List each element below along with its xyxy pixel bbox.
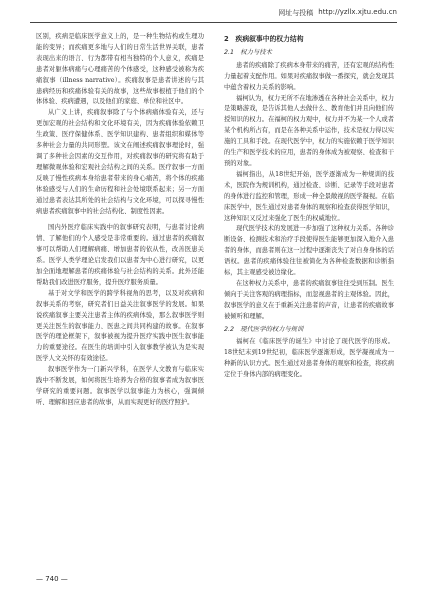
section-heading: 2 疾病叙事中的权力结构 — [224, 35, 304, 43]
body-paragraph: 福柯在《临床医学的诞生》中讨论了现代医学的形成。18世纪末到19世纪初，临床医学逐渐形成，医学凝视成为一种新的认识方式。医生通过对患者身体的观察和检查，将疾病定位于身体内部的病理变化。 — [224, 338, 395, 379]
body-paragraph: 福柯认为，权力无所不在地渗透在各种社会关系中，权力是策略游戏，是告诉其他人去做什么、教育他们并且向他们传授知识的权力。在福柯的权力观中，权力并不为某一个人或者某个机构所占有，而是在各种关系中运作，技术是权力得以实施的工具和手段。在现代医学中，权力的实施依赖于医学知识的生产和医学技术的应用，患者的身体成为被观察、检查和干预的对象。 — [224, 94, 395, 167]
right-column — [224, 32, 394, 381]
body-paragraph: 国内外医疗临床实践中的叙事研究表明，与患者讨论病情、了解他们的个人感受是非常重要的。通过患者的疾痛叙事可以帮助人们理解病痛、增加患者的依从性，改善医患关系。医学人类学理论启发我们以患者为中心进行研究，以更加全面地理解患者的疾痛体验与社会结构的关系。此外还能帮助我们改进医疗服务，提升医疗服务质量。 — [36, 224, 204, 286]
left-column — [36, 32, 204, 409]
page-number: — 740 — — [36, 575, 68, 583]
body-paragraph: 从广义上讲，疾痛叙事除了与个体病痛体验有关，还与更加宏观的社会结构和文化环境有关，因为疾痛体验依赖卫生政策、医疗保健体系、医学知识建构、患者组织和媒体等多种社会力量的共同形塑。该文在阐述疾痛叙事理论时，强调了多种社会因素的交互作用，对疾痛叙事的研究将有助于理解微观体验和宏观社会结构之间的关系。医疗叙事一方面反映了慢性疾病本身给患者带来的身心痛苦，将个体的疾痛体验感受与人们的生命历程和社会处境联系起来；另一方面通过患者表达其所处的社会结构与文化环境，可以探寻慢性病患者疾痛叙事中的社会结构化、制度性因素。 — [36, 109, 204, 215]
body-paragraph: 基于对文学和医学的跨学科视角的思考，以及对疾病和叙事关系的考察，研究者们日益关注叙事医学的发展。如果说疾痛叙事主要关注患者主体的疾病体验，那么叙事医学则更关注医生的叙事能力、医患之间共同构建的故事。在叙事医学的理论框架下，叙事被视为提升医疗实践中医生叙事能力的重要途径。在医生的培训中引入叙事教学被认为是实现医学人文关怀的有效途径。 — [36, 289, 204, 363]
header-journal-label: 网址与投稿 — [278, 9, 314, 17]
body-paragraph: 叙事医学作为一门新兴学科，在医学人文教育与临床实践中不断发展，如何将医生培养为合格的叙事者成为叙事医学研究的重要问题。叙事医学以叙事能力为核心，强调倾听、理解和回应患者的故事，从而实现更好的医疗照护。 — [36, 366, 204, 406]
header-rule — [30, 22, 397, 23]
body-paragraph: 福柯指出，从18世纪开始，医学逐渐成为一种规训的技术，医院作为规训机构，通过检查、诊断、记录等手段对患者的身体进行监控和管理，形成一种全景敞视的医学凝视。在临床医学中，医生通过对患者身体的观察和检查获得医学知识，这种知识又反过来强化了医生的权威地位。 — [224, 170, 395, 222]
running-header — [30, 8, 397, 22]
subsection-heading: 2.1 权力与技术 — [224, 48, 272, 56]
header-url[interactable]: http://yzllx.xjtu.edu.cn — [318, 8, 397, 16]
subsection-heading: 2.2 现代医学的权力与规训 — [224, 325, 304, 333]
body-paragraph: 区别，疾病是临床医学意义上的，是一种生物结构或生理功能的变异；而疾痛更多地与人们的日常生活世界关联，患者表现出来的语言、行为都带有相当独特的个人意义，疾痛是患者对躯体病痛与心理痛苦的个体感受，这种感受被称为疾痛叙事（illness narrative）。疾痛叙事是患者讲述的与其患病经历和疾痛体验有关的故事，这些故事根植于他们的个体体验、疾病遭遇，以及他们的家庭、单位和社区中。 — [36, 33, 204, 106]
body-paragraph: 现代医学技术的发展进一步加强了这种权力关系。各种诊断设备、检测技术和治疗手段使得医生能够更加深入地介入患者的身体，而患者则在这一过程中逐渐丧失了对自身身体的话语权。患者的疾痛体验往往被简化为各种检查数据和诊断指标，其主观感受被边缘化。 — [224, 225, 395, 277]
body-paragraph: 在这种权力关系中，患者的疾痛叙事往往受到压制。医生倾向于关注客观的病理指标，而忽视患者的主观体验。因此，叙事医学的意义在于重新关注患者的声音，让患者的疾痛故事被倾听和理解。 — [224, 279, 395, 320]
body-paragraph: 患者的疾痛除了疾病本身带来的痛苦，还有宏观的结构性力量起着支配作用。如果对疾痛叙事做一番探究，就会发现其中蕴含着权力关系的影响。 — [224, 61, 395, 91]
